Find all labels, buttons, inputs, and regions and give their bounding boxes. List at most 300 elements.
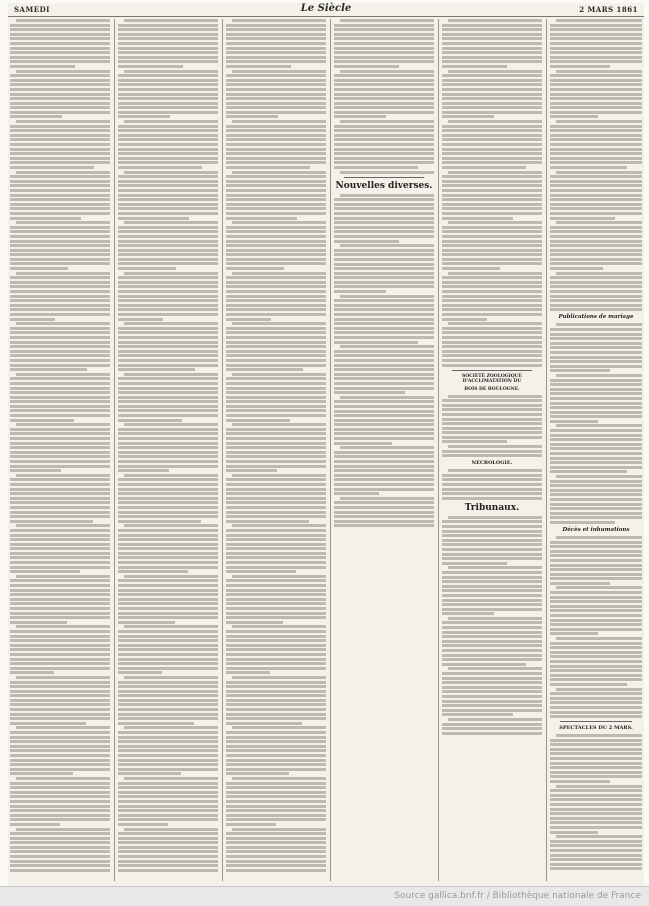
text-line: [334, 33, 434, 36]
text-line: [334, 432, 434, 435]
text-line: [10, 694, 110, 697]
text-line: [550, 466, 642, 469]
text-line: [550, 383, 642, 386]
text-line: [10, 437, 110, 440]
text-line: [442, 281, 542, 284]
text-line: [118, 318, 163, 321]
text-line: [226, 74, 326, 77]
text-line: [442, 594, 542, 597]
text-line: [118, 446, 218, 449]
text-line: [334, 387, 434, 390]
text-line: [10, 304, 110, 307]
column-2: [118, 19, 218, 881]
text-line: [334, 455, 434, 458]
text-line: [118, 501, 218, 504]
text-line: [226, 203, 326, 206]
text-line: [340, 244, 434, 247]
text-line: [442, 732, 542, 735]
text-line: [334, 203, 434, 206]
text-line: [442, 520, 542, 523]
text-line: [550, 88, 642, 91]
text-line: [226, 97, 326, 100]
text-line: [232, 625, 326, 628]
text-line: [550, 420, 598, 423]
text-line: [226, 79, 326, 82]
text-line: [334, 313, 434, 316]
text-line: [556, 19, 642, 22]
text-line: [226, 106, 326, 109]
text-line: [550, 498, 642, 501]
text-line: [10, 855, 110, 858]
text-line: [118, 102, 218, 105]
text-line: [118, 47, 218, 50]
text-line: [10, 148, 110, 151]
text-line: [226, 102, 326, 105]
text-line: [10, 653, 110, 656]
text-line: [442, 253, 542, 256]
text-line: [10, 763, 110, 766]
text-line: [556, 734, 642, 737]
text-line: [442, 258, 542, 261]
text-line: [556, 586, 642, 589]
text-line: [118, 782, 218, 785]
text-line: [550, 299, 642, 302]
text-line: [226, 699, 326, 702]
text-line: [118, 529, 218, 532]
text-line: [118, 736, 218, 739]
column-separator: [222, 19, 223, 881]
text-line: [10, 809, 110, 812]
text-line: [10, 175, 110, 178]
text-line: [226, 662, 326, 665]
text-line: [334, 249, 434, 252]
text-line: [118, 253, 218, 256]
text-line: [442, 427, 542, 430]
text-line: [10, 795, 110, 798]
text-line: [10, 658, 110, 661]
text-line: [442, 436, 542, 439]
text-line: [10, 203, 110, 206]
text-line: [10, 396, 110, 399]
text-line: [334, 51, 434, 54]
text-line: [442, 207, 542, 210]
text-line: [118, 368, 195, 371]
text-line: [226, 869, 326, 872]
text-line: [10, 598, 110, 601]
text-line: [118, 763, 218, 766]
text-line: [226, 736, 326, 739]
text-line: [226, 579, 326, 582]
text-line: [334, 148, 434, 151]
text-line: [118, 405, 218, 408]
text-line: [118, 244, 218, 247]
text-line: [550, 715, 642, 718]
text-line: [10, 708, 110, 711]
text-line: [226, 285, 326, 288]
text-line: [118, 846, 218, 849]
text-line: [448, 272, 542, 275]
text-line: [226, 818, 326, 821]
text-line: [442, 88, 542, 91]
text-line: [226, 621, 283, 624]
text-line: [334, 308, 434, 311]
text-line: [442, 42, 542, 45]
text-line: [10, 529, 110, 532]
text-line: [550, 849, 642, 852]
text-line: [550, 276, 642, 279]
text-line: [442, 65, 507, 68]
text-line: [226, 281, 326, 284]
text-line: [442, 313, 542, 316]
text-line: [550, 212, 642, 215]
text-line: [442, 700, 542, 703]
text-line: [550, 429, 642, 432]
text-line: [118, 598, 218, 601]
text-line: [442, 399, 542, 402]
text-line: [10, 240, 110, 243]
text-line: [442, 143, 542, 146]
text-line: [442, 161, 542, 164]
text-line: [226, 318, 271, 321]
text-line: [10, 511, 110, 514]
text-line: [550, 794, 642, 797]
text-line: [334, 240, 399, 243]
text-line: [226, 83, 326, 86]
text-line: [226, 446, 326, 449]
text-line: [442, 723, 542, 726]
text-line: [118, 455, 218, 458]
text-line: [226, 258, 326, 261]
text-line: [10, 593, 110, 596]
text-line: [442, 640, 542, 643]
text-line: [118, 276, 218, 279]
text-line: [550, 521, 615, 524]
text-line: [226, 129, 326, 132]
text-line: [118, 419, 182, 422]
text-line: [10, 419, 74, 422]
text-line: [118, 152, 218, 155]
text-line: [118, 547, 218, 550]
text-line: [118, 511, 218, 514]
text-line: [10, 478, 110, 481]
text-line: [334, 212, 434, 215]
text-line: [16, 575, 110, 578]
text-line: [550, 803, 642, 806]
text-line: [550, 817, 642, 820]
text-line: [550, 452, 642, 455]
text-line: [226, 681, 326, 684]
text-line: [226, 584, 326, 587]
text-line: [334, 198, 434, 201]
text-line: [118, 566, 218, 569]
text-line: [448, 617, 542, 620]
text-line: [10, 786, 110, 789]
text-line: [334, 515, 434, 518]
text-line: [10, 492, 110, 495]
text-line: [334, 24, 434, 27]
text-line: [442, 562, 507, 565]
text-line: [226, 327, 326, 330]
text-line: [334, 290, 386, 293]
text-line: [118, 51, 218, 54]
text-line: [10, 166, 94, 169]
text-line: [448, 469, 542, 472]
text-line: [118, 235, 218, 238]
text-line: [226, 290, 326, 293]
text-line: [556, 688, 642, 691]
text-line: [226, 460, 326, 463]
text-line: [118, 658, 218, 661]
text-line: [10, 731, 110, 734]
heading-necrologie: NÉCROLOGIE.: [471, 460, 513, 467]
text-line: [550, 573, 642, 576]
text-line: [550, 711, 642, 714]
heading-publications: Publications de mariage: [558, 314, 634, 321]
text-line: [118, 681, 218, 684]
text-line: [10, 864, 110, 867]
text-line: [334, 88, 434, 91]
text-line: [334, 304, 434, 307]
text-line: [226, 409, 326, 412]
text-line: [10, 341, 110, 344]
text-line: [442, 418, 542, 421]
text-line: [10, 515, 110, 518]
text-line: [334, 83, 434, 86]
text-line: [226, 244, 326, 247]
text-line: [226, 134, 326, 137]
text-line: [334, 511, 434, 514]
text-line: [118, 207, 218, 210]
text-line: [118, 644, 218, 647]
text-line: [226, 387, 326, 390]
text-line: [10, 671, 54, 674]
text-line: [118, 428, 218, 431]
text-line: [226, 800, 326, 803]
text-line: [550, 512, 642, 515]
text-line: [118, 772, 181, 775]
text-line: [118, 722, 194, 725]
text-line: [550, 184, 642, 187]
text-line: [442, 28, 542, 31]
text-line: [442, 198, 542, 201]
text-line: [10, 56, 110, 59]
text-line: [118, 382, 218, 385]
text-line: [118, 56, 218, 59]
text-line: [10, 93, 110, 96]
text-line: [442, 318, 487, 321]
text-line: [226, 745, 326, 748]
text-line: [124, 726, 218, 729]
text-line: [124, 777, 218, 780]
text-line: [334, 373, 434, 376]
text-line: [118, 341, 218, 344]
text-line: [550, 651, 642, 654]
text-line: [334, 129, 434, 132]
text-line: [334, 428, 434, 431]
text-line: [226, 51, 326, 54]
text-line: [10, 37, 110, 40]
text-line: [226, 543, 326, 546]
text-line: [442, 83, 542, 86]
text-line: [448, 70, 542, 73]
column-separator: [546, 19, 547, 881]
text-line: [442, 299, 542, 302]
text-line: [118, 648, 218, 651]
text-line: [10, 217, 81, 220]
text-line: [10, 143, 110, 146]
text-line: [442, 603, 542, 606]
text-line: [226, 382, 326, 385]
text-line: [124, 575, 218, 578]
text-line: [340, 70, 434, 73]
text-line: [550, 831, 598, 834]
text-line: [556, 835, 642, 838]
text-line: [226, 180, 326, 183]
text-line: [550, 480, 642, 483]
text-line: [442, 525, 542, 528]
text-line: [442, 474, 542, 477]
text-line: [118, 795, 218, 798]
text-line: [226, 161, 326, 164]
text-line: [442, 97, 542, 100]
text-line: [118, 754, 218, 757]
text-line: [118, 240, 218, 243]
text-line: [10, 717, 110, 720]
text-line: [334, 474, 434, 477]
text-line: [334, 115, 386, 118]
text-line: [226, 713, 326, 716]
text-line: [442, 612, 494, 615]
text-line: [334, 37, 434, 40]
text-line: [550, 457, 642, 460]
text-line: [10, 432, 110, 435]
text-line: [118, 460, 218, 463]
text-line: [550, 632, 598, 635]
text-line: [550, 304, 642, 307]
text-line: [334, 235, 434, 238]
text-line: [442, 51, 542, 54]
text-line: [334, 79, 434, 82]
text-line: [118, 180, 218, 183]
text-line: [550, 397, 642, 400]
text-line: [10, 639, 110, 642]
text-line: [448, 516, 542, 519]
text-line: [10, 308, 110, 311]
text-line: [448, 395, 542, 398]
text-line: [550, 134, 642, 137]
text-line: [442, 217, 513, 220]
text-line: [226, 212, 326, 215]
text-line: [442, 534, 542, 537]
masthead: [8, 3, 644, 17]
text-line: [118, 759, 218, 762]
text-line: [10, 800, 110, 803]
heading-bois: BOIS DE BOULOGNE.: [464, 386, 520, 392]
text-line: [550, 365, 642, 368]
text-line: [118, 451, 218, 454]
text-line: [550, 337, 642, 340]
text-line: [10, 869, 110, 872]
text-line: [118, 129, 218, 132]
text-line: [118, 198, 218, 201]
text-line: [118, 823, 168, 826]
text-line: [10, 814, 110, 817]
text-line: [10, 129, 110, 132]
text-line: [442, 74, 542, 77]
text-line: [10, 327, 110, 330]
text-line: [334, 414, 434, 417]
text-line: [118, 409, 218, 412]
text-line: [334, 111, 434, 114]
text-line: [442, 93, 542, 96]
text-line: [442, 431, 542, 434]
text-line: [550, 253, 642, 256]
text-line: [10, 60, 110, 63]
text-line: [550, 203, 642, 206]
text-line: [118, 336, 218, 339]
text-line: [10, 102, 110, 105]
text-line: [550, 858, 642, 861]
text-line: [124, 524, 218, 527]
text-line: [442, 125, 542, 128]
text-line: [226, 864, 326, 867]
text-line: [226, 455, 326, 458]
text-line: [118, 579, 218, 582]
text-line: [232, 19, 326, 22]
text-line: [10, 621, 67, 624]
text-line: [556, 637, 642, 640]
text-line: [226, 295, 326, 298]
text-line: [118, 432, 218, 435]
text-line: [340, 345, 434, 348]
text-line: [10, 276, 110, 279]
text-line: [442, 308, 542, 311]
text-line: [124, 373, 218, 376]
text-line: [226, 841, 326, 844]
text-line: [226, 814, 326, 817]
text-line: [226, 749, 326, 752]
text-line: [124, 19, 218, 22]
text-line: [442, 553, 542, 556]
text-line: [442, 422, 542, 425]
text-line: [16, 70, 110, 73]
text-line: [226, 547, 326, 550]
text-line: [124, 221, 218, 224]
text-line: [226, 506, 326, 509]
text-line: [442, 138, 542, 141]
text-line: [340, 295, 434, 298]
text-line: [118, 805, 218, 808]
masthead-date: 2 MARS 1861: [579, 5, 638, 14]
text-line: [118, 304, 218, 307]
text-line: [226, 694, 326, 697]
text-line: [118, 841, 218, 844]
text-line: [10, 359, 110, 362]
text-line: [10, 391, 110, 394]
text-line: [442, 530, 542, 533]
text-line: [232, 120, 326, 123]
text-line: [226, 33, 326, 36]
text-line: [226, 759, 326, 762]
text-line: [550, 97, 642, 100]
text-line: [10, 768, 110, 771]
text-line: [118, 630, 218, 633]
text-line: [442, 235, 542, 238]
text-line: [442, 106, 542, 109]
text-line: [118, 791, 218, 794]
text-line: [226, 152, 326, 155]
text-line: [118, 478, 218, 481]
